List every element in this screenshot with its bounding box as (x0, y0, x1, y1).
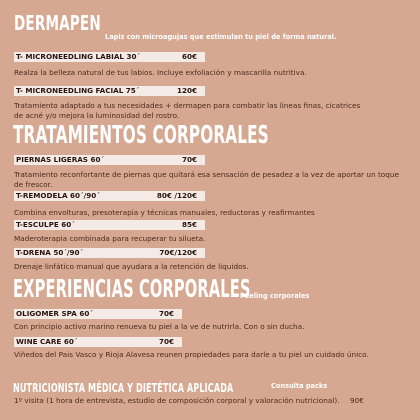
service-bar-microneedling-labial (14, 52, 205, 62)
service-price: 85€ (181, 220, 197, 229)
nutricionista-consulta-line (14, 396, 409, 406)
service-name: WINE CARE 60´ (16, 337, 78, 346)
service-bar-piernas-ligeras (14, 155, 205, 165)
service-desc-piernas-ligeras: Tratamiento reconfortante de piernas que quitará esa sensación de pesadez a la vez de aportar un toque de frescor. (14, 170, 400, 189)
service-desc-microneedling-facial: Tratamiento adaptado a tus necesidades + dermapen para combatir las lineas finas, cicatrices de acné y/o mejora la luminosidad del rostro. (14, 101, 361, 120)
service-name: T- MICRONEEDLING LABIAL 30´ (16, 52, 141, 61)
service-name: PIERNAS LIGERAS 60´ (16, 155, 105, 164)
nutricionista-title: NUTRICIONISTA MÉDICA Y DIETÉTICA APLICADA (13, 380, 234, 395)
service-desc-t-remodela: Combina envolturas, presoterapia y técnicas manuales, reductoras y reafirmantes (14, 208, 315, 217)
dermapen-subtitle: Lapiz con microagujas que estimulan tu piel de forma natural. (105, 33, 337, 41)
service-price: 60€ (181, 52, 197, 61)
service-name: OLIGOMER SPA 60´ (16, 309, 93, 318)
service-bar-wine-care (14, 337, 182, 347)
service-name: T- MICRONEEDLING FACIAL 75´ (16, 86, 140, 95)
service-bar-t-drena (14, 248, 205, 258)
experiencias-heading (13, 276, 418, 304)
service-desc-wine-care: Viñedos del Pais Vasco y Rioja Alavesa reunen propiedades para darle a tu piel un cuidado único. (14, 350, 369, 359)
dermapen-heading (14, 13, 142, 35)
service-desc-microneedling-labial: Realza la belleza natural de tus labios. Incluye exfoliación y mascarilla nutritiva. (14, 68, 307, 77)
tratamientos-title: TRATAMIENTOS CORPORALES (13, 120, 269, 149)
experiencias-title: EXPERIENCIAS CORPORALES (13, 274, 251, 303)
service-name: T-REMODELA 60´/90´ (16, 191, 100, 200)
service-bar-t-remodela (14, 191, 205, 201)
nutricionista-subtitle: Consulta packs (271, 382, 328, 390)
experiencias-subtitle: Peeling corporales (240, 292, 310, 300)
service-name: T-DRENA 50´/90´ (16, 248, 84, 257)
consulta-price: 90€ (349, 396, 364, 405)
service-bar-oligomer-spa (14, 309, 182, 319)
service-price: 70€/120€ (159, 248, 197, 257)
service-price: 70€ (158, 337, 174, 346)
service-bar-microneedling-facial (14, 86, 205, 96)
service-price: 120€ (176, 86, 197, 95)
consulta-text: 1º visita (1 hora de entrevista, estudio de composición corporal y valoración nutricional). (14, 396, 340, 405)
service-desc-t-esculpe: Maderoterapia combinada para recuperar tu silueta. (14, 234, 206, 243)
service-desc-t-drena: Drenaje linfático manual que ayudara a la retención de liquidos. (14, 262, 249, 271)
service-price: 70€ (158, 309, 174, 318)
service-bar-t-esculpe (14, 220, 205, 230)
service-price: 70€ (181, 155, 197, 164)
service-name: T-ESCULPE 60´ (16, 220, 75, 229)
service-price: 80€ /120€ (156, 191, 197, 200)
tratamientos-heading (13, 122, 420, 150)
dermapen-title: DERMAPEN (14, 11, 101, 35)
service-desc-oligomer-spa: Con principio activo marino renueva tu piel a la ve de nutrirla. Con o sin ducha. (14, 322, 305, 331)
